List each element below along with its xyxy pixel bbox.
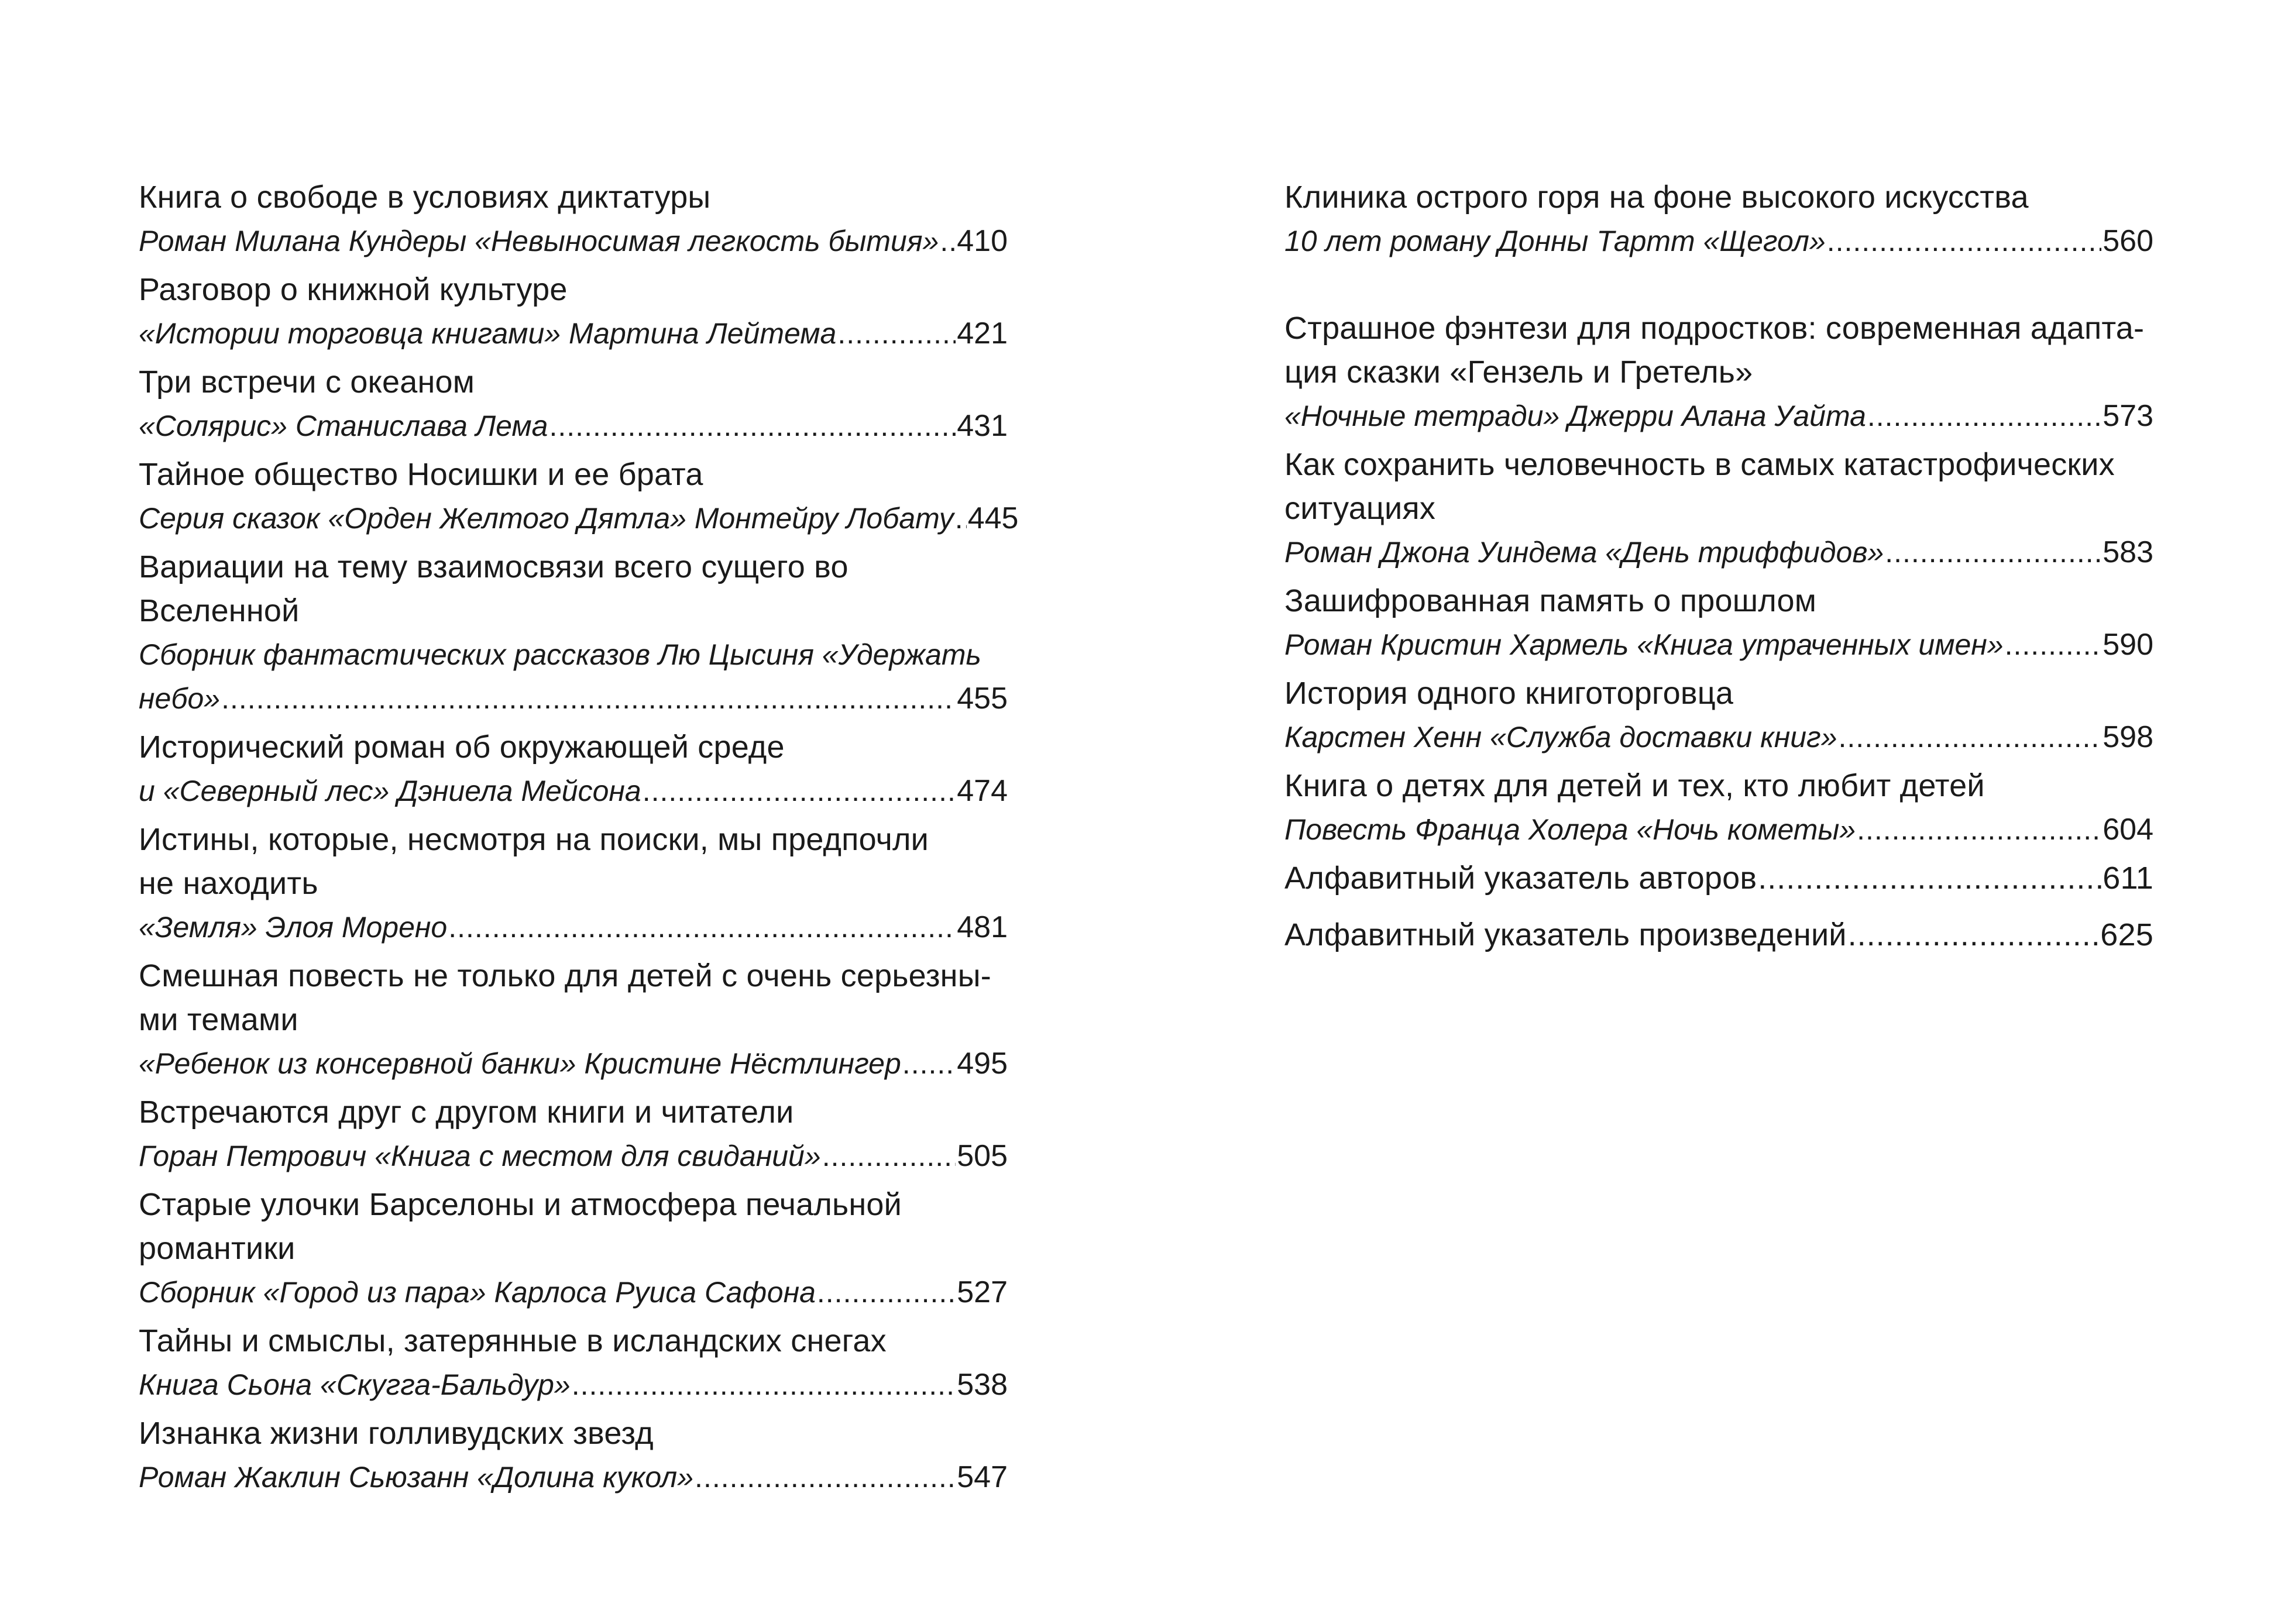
toc-page-number: 505 xyxy=(957,1139,1008,1173)
toc-page-number: 495 xyxy=(957,1047,1008,1081)
toc-page-number: 625 xyxy=(2100,917,2153,952)
dot-leader xyxy=(643,769,956,813)
toc-entry-subtitle-text: Серия сказок «Орден Желтого Дятла» Монтейру Лобату xyxy=(139,502,954,535)
toc-entry-title: Как сохранить человечность в самых катастрофических xyxy=(1284,447,2115,482)
toc-entry-index xyxy=(1284,856,2153,900)
toc-entry xyxy=(139,1412,1008,1499)
toc-entry-title: История одного книготорговца xyxy=(1284,676,1734,711)
toc-entry-subtitle-text: «Ребенок из консервной банки» Кристине Нёстлингер xyxy=(139,1047,901,1080)
dot-leader xyxy=(1867,394,2101,438)
toc-entry xyxy=(1284,579,2153,667)
toc-entry-subtitle-text: Роман Кристин Хармель «Книга утраченных имен» xyxy=(1284,628,2004,661)
toc-entry-title: Алфавитный указатель произведений xyxy=(1284,917,1847,952)
dot-leader xyxy=(1839,715,2102,759)
toc-entry-title: Алфавитный указатель авторов xyxy=(1284,861,1757,896)
dot-leader xyxy=(822,1134,956,1178)
dot-leader xyxy=(549,404,956,448)
toc-entry-title: Истины, которые, несмотря на поиски, мы предпочли xyxy=(139,822,929,857)
toc-page-number: 583 xyxy=(2103,535,2153,569)
toc-entry-subtitle-text: Горан Петрович «Книга с местом для свиданий» xyxy=(139,1140,821,1172)
toc-entry-title: Смешная повесть не только для детей с очень серьезны- xyxy=(139,958,991,993)
dot-leader xyxy=(572,1363,956,1407)
toc-page-number: 410 xyxy=(957,224,1008,258)
toc-entry-subtitle-text: Роман Джона Уиндема «День триффидов» xyxy=(1284,536,1884,569)
toc-page-number: 560 xyxy=(2103,224,2153,258)
toc-entry-title: Исторический роман об окружающей среде xyxy=(139,730,785,765)
toc-entry-subtitle xyxy=(1284,219,2153,263)
toc-entry-subtitle-line1: Сборник фантастических рассказов Лю Цысиня «Удержать xyxy=(139,638,981,671)
toc-entry-subtitle-text: Сборник «Город из пара» Карлоса Руиса Сафона xyxy=(139,1276,816,1309)
toc-entry-title-line2: не находить xyxy=(139,866,318,901)
toc-entry-title-line2: ция сказки «Гензель и Гретель» xyxy=(1284,355,1753,390)
toc-page-number: 538 xyxy=(957,1368,1008,1402)
dot-leader xyxy=(448,906,956,949)
dot-leader xyxy=(1758,856,2101,900)
dot-leader xyxy=(695,1456,956,1499)
toc-entry xyxy=(1284,443,2153,574)
toc-index-authors xyxy=(1284,856,2153,900)
toc-left-column xyxy=(139,176,1019,1499)
toc-entry-subtitle xyxy=(139,1363,1008,1407)
toc-index-works xyxy=(1284,913,2153,957)
toc-entry xyxy=(139,268,1008,356)
toc-entry-subtitle xyxy=(1284,394,2153,438)
toc-entry-subtitle xyxy=(139,1456,1008,1499)
dot-leader xyxy=(221,677,956,721)
toc-entry-subtitle xyxy=(1284,715,2153,759)
toc-entry-subtitle xyxy=(139,677,1008,721)
toc-entry-subtitle xyxy=(1284,808,2153,852)
toc-entry-title: Разговор о книжной культуре xyxy=(139,272,568,307)
toc-entry-subtitle-text: 10 лет роману Донны Тартт «Щегол» xyxy=(1284,225,1826,257)
toc-page-number: 573 xyxy=(2103,399,2153,433)
toc-entry-index xyxy=(1284,913,2153,957)
toc-entry xyxy=(139,545,1008,721)
toc-entry xyxy=(139,725,1008,813)
toc-entry-title: Вариации на тему взаимосвязи всего сущего во Вселенной xyxy=(139,549,848,628)
dot-leader xyxy=(1857,808,2101,852)
toc-entry-title: Клиника острого горя на фоне высокого искусства xyxy=(1284,180,2029,215)
toc-entry-subtitle xyxy=(139,1134,1008,1178)
dot-leader xyxy=(1885,531,2101,574)
toc-page-number: 421 xyxy=(957,316,1008,350)
toc-entry xyxy=(139,1090,1008,1178)
dot-leader xyxy=(955,497,967,541)
toc-entry-subtitle-text: Роман Жаклин Сьюзанн «Долина кукол» xyxy=(139,1461,694,1494)
toc-entry-subtitle xyxy=(139,1042,1008,1086)
toc-entry xyxy=(139,176,1008,263)
toc-entry-title-line2: ситуациях xyxy=(1284,491,1436,526)
toc-entry-subtitle-text: «Истории торговца книгами» Мартина Лейтема xyxy=(139,317,837,350)
dot-leader xyxy=(1827,219,2102,263)
toc-entry-subtitle xyxy=(139,497,1019,541)
toc-entry-title-line2: романтики xyxy=(139,1231,296,1266)
toc-entry-subtitle xyxy=(139,906,1008,949)
toc-entry-title: Книга о детях для детей и тех, кто любит детей xyxy=(1284,768,1985,803)
toc-entry-title: Тайное общество Носишки и ее брата xyxy=(139,457,703,492)
toc-entry-title: Тайны и смыслы, затерянные в исландских снегах xyxy=(139,1323,887,1358)
toc-page-number: 598 xyxy=(2103,720,2153,754)
toc-page-number: 481 xyxy=(957,910,1008,944)
toc-entry-title: Книга о свободе в условиях диктатуры xyxy=(139,180,711,215)
toc-entry-subtitle-text: «Земля» Элоя Морено xyxy=(139,911,448,944)
toc-entry-subtitle-text: «Солярис» Станислава Лема xyxy=(139,410,548,442)
toc-entry xyxy=(139,360,1008,448)
toc-page-number: 547 xyxy=(957,1460,1008,1494)
toc-entry xyxy=(1284,307,2153,438)
toc-entry xyxy=(139,954,1008,1086)
toc-entry-title-line2: ми темами xyxy=(139,1002,298,1037)
toc-entry-title: Изнанка жизни голливудских звезд xyxy=(139,1416,654,1451)
toc-page-number: 527 xyxy=(957,1275,1008,1309)
dot-leader xyxy=(1848,913,2100,957)
toc-entry xyxy=(1284,672,2153,759)
toc-page-number: 474 xyxy=(957,774,1008,808)
toc-entry xyxy=(139,453,1019,541)
toc-entry-subtitle xyxy=(139,312,1008,356)
toc-entry-subtitle-text: небо» xyxy=(139,682,221,715)
toc-page-number: 604 xyxy=(2103,813,2153,847)
toc-entry xyxy=(1284,764,2153,852)
toc-entry-title: Страшное фэнтези для подростков: современная адапта- xyxy=(1284,311,2145,346)
toc-entry-subtitle xyxy=(139,404,1008,448)
toc-page-number: 455 xyxy=(957,682,1008,715)
toc-entry xyxy=(139,1183,1008,1315)
toc-entry-subtitle-text: Роман Милана Кундеры «Невыносимая легкость бытия» xyxy=(139,225,939,257)
toc-page-number: 431 xyxy=(957,409,1008,443)
toc-page-number: 445 xyxy=(967,501,1019,535)
toc-entry-subtitle-text: Повесть Франца Холера «Ночь кометы» xyxy=(1284,813,1856,846)
toc-page-number: 590 xyxy=(2103,628,2153,662)
dot-leader xyxy=(817,1271,956,1315)
toc-entry-subtitle xyxy=(1284,531,2153,574)
toc-page-number: 611 xyxy=(2103,861,2153,896)
toc-entry-subtitle xyxy=(139,219,1008,263)
toc-entry-title: Зашифрованная память о прошлом xyxy=(1284,583,1817,618)
dot-leader xyxy=(940,219,956,263)
toc-entry-subtitle-text: и «Северный лес» Дэниела Мейсона xyxy=(139,775,641,807)
toc-right-column xyxy=(1284,176,2153,957)
toc-entry-title: Встречаются друг с другом книги и читатели xyxy=(139,1095,794,1130)
toc-entry-subtitle-text: Карстен Хенн «Служба доставки книг» xyxy=(1284,721,1837,753)
toc-entry-title: Старые улочки Барселоны и атмосфера печальной xyxy=(139,1187,902,1222)
toc-entry xyxy=(1284,176,2153,263)
toc-entry-subtitle xyxy=(139,1271,1008,1315)
toc-entry-subtitle-text: «Ночные тетради» Джерри Алана Уайта xyxy=(1284,400,1866,432)
toc-entry xyxy=(139,1319,1008,1407)
toc-entry-title: Три встречи с океаном xyxy=(139,364,475,400)
toc-entry-subtitle xyxy=(1284,623,2153,667)
dot-leader xyxy=(2005,623,2102,667)
dot-leader xyxy=(837,312,956,356)
toc-entry-subtitle-text: Книга Сьона «Скугга-Бальдур» xyxy=(139,1368,571,1401)
dot-leader xyxy=(902,1042,956,1086)
toc-entry xyxy=(139,818,1008,949)
toc-entry-subtitle xyxy=(139,769,1008,813)
